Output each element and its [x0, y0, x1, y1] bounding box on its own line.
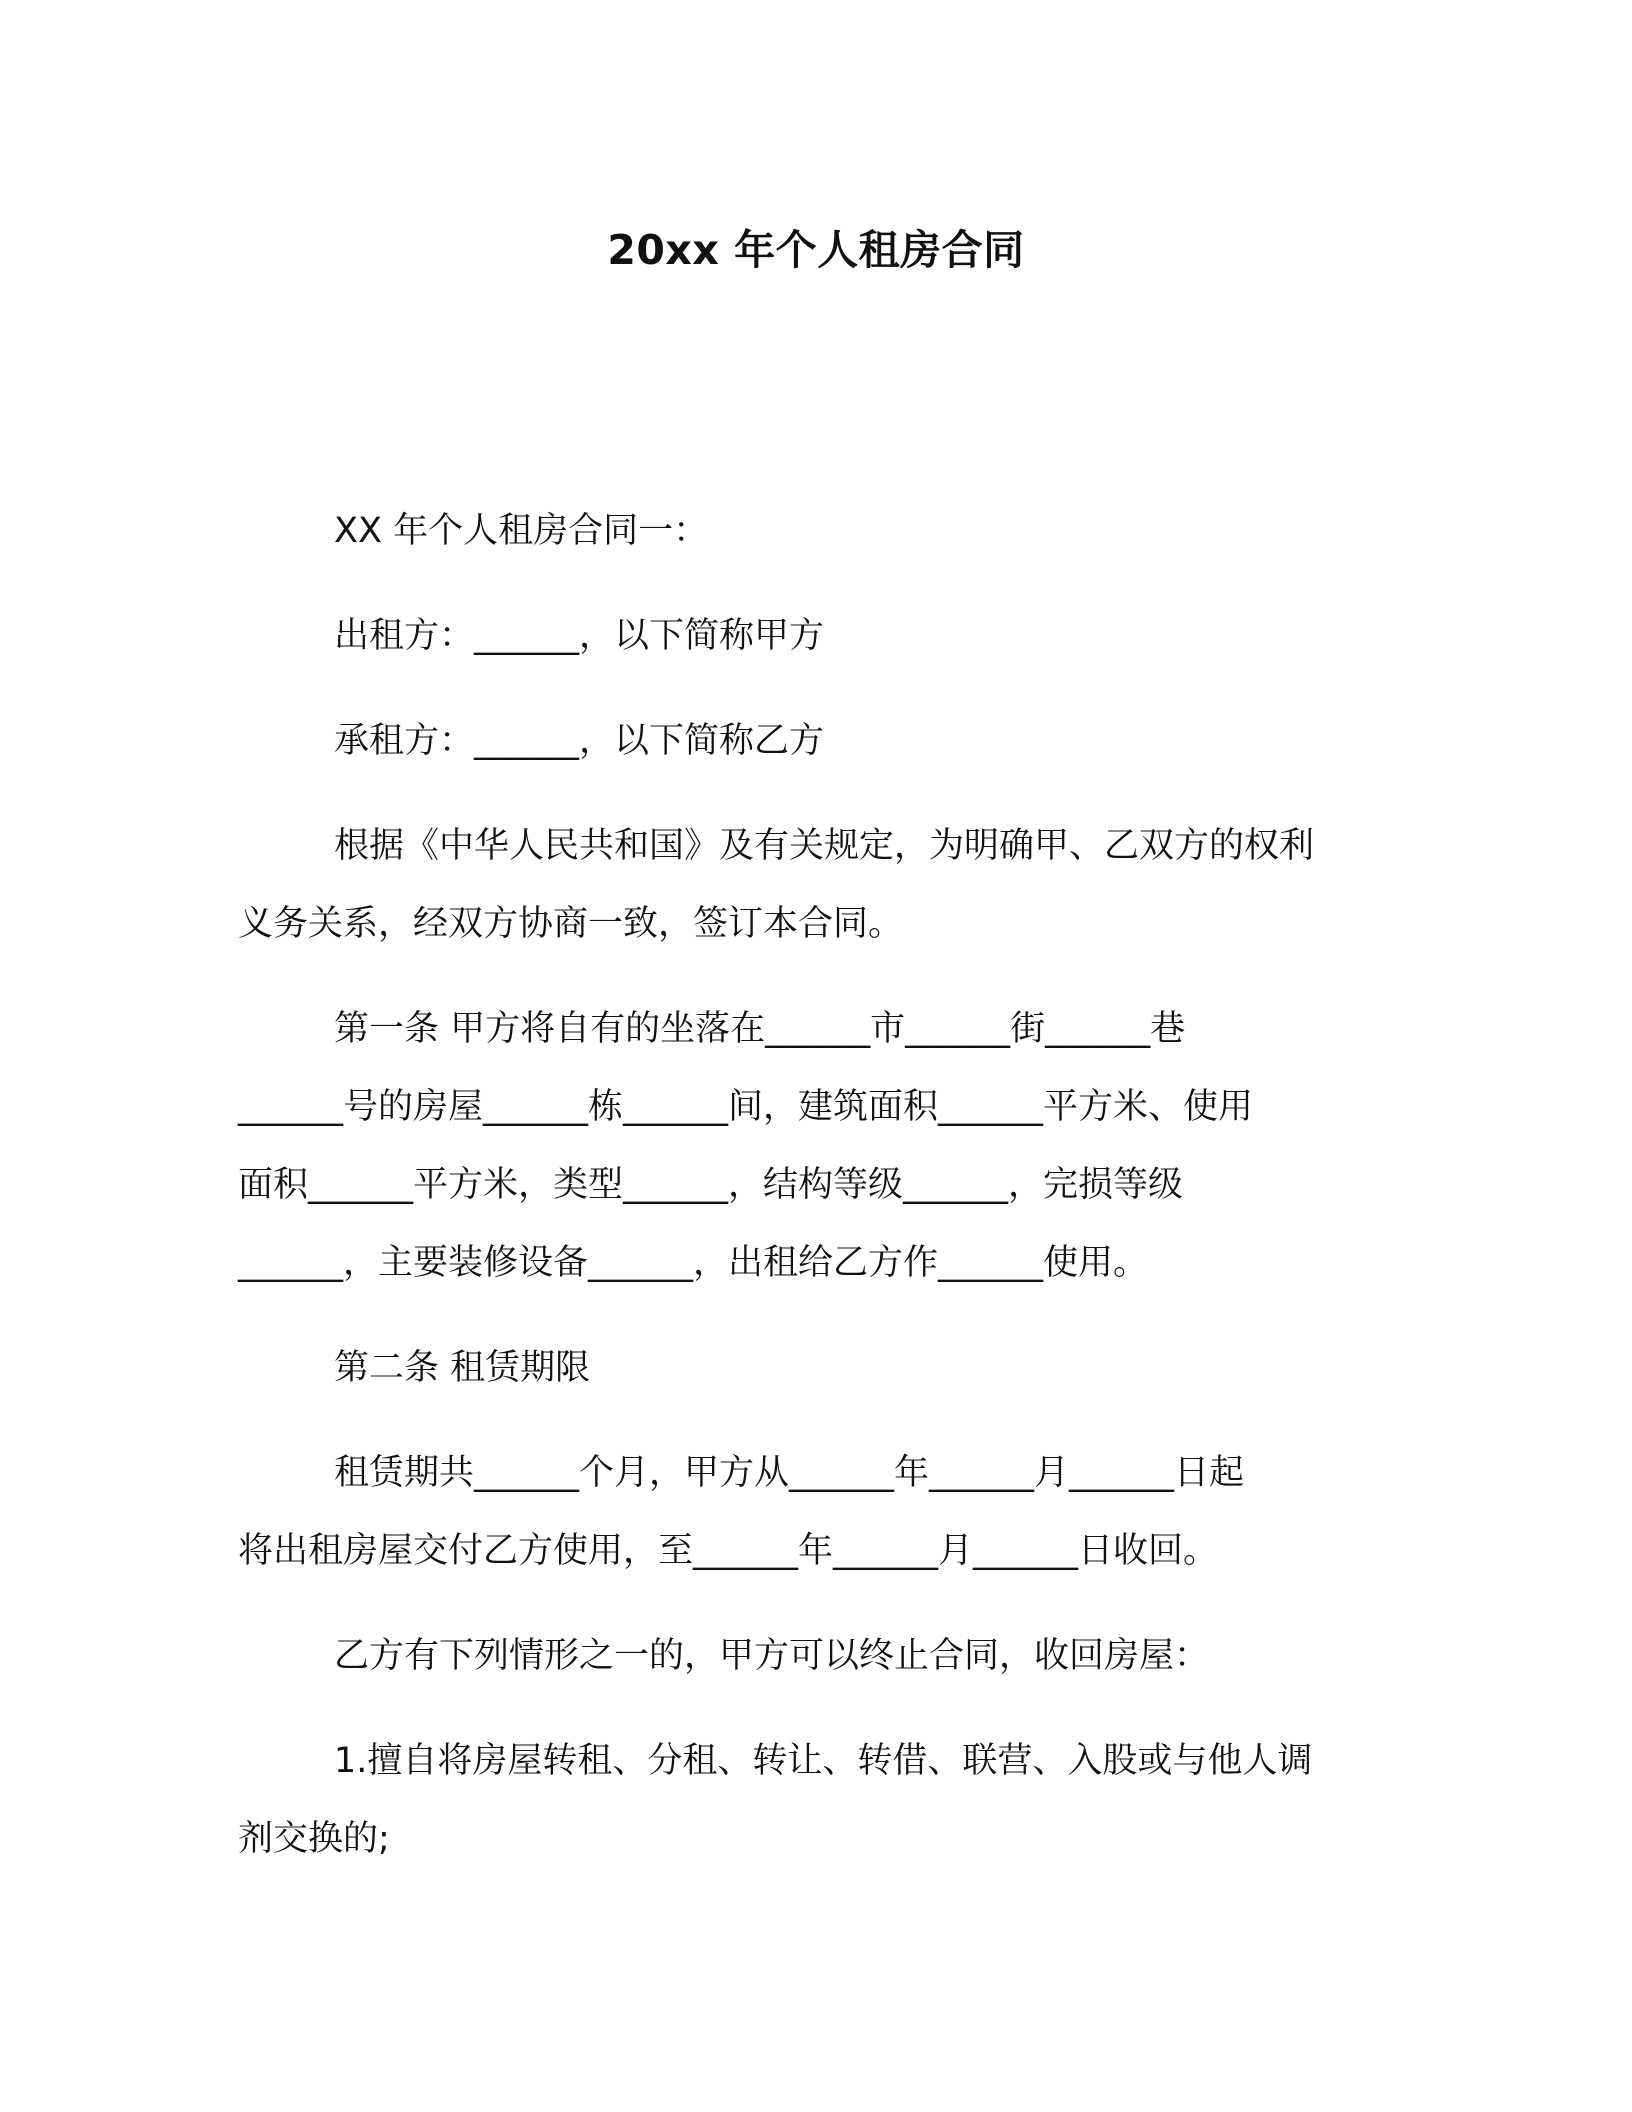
contract-heading-paragraph: [238, 492, 1378, 570]
article-one-line-2: ______号的房屋______栋______间，建筑面积______平方米、使用: [238, 1087, 1254, 1127]
termination-intro-paragraph: [238, 1617, 1378, 1695]
termination-item-one-line-1: 1.擅自将房屋转租、分租、转让、转借、联营、入股或与他人调: [334, 1741, 1313, 1781]
lease-term-line-1: 租赁期共______个月，甲方从______年______月______日起: [334, 1453, 1245, 1493]
lease-term-paragraph: [238, 1434, 1378, 1590]
article-one-paragraph: [238, 990, 1378, 1302]
article-one-line-3: 面积______平方米，类型______，结构等级______，完损等级: [238, 1165, 1184, 1205]
basis-line-1: 根据《中华人民共和国》及有关规定，为明确甲、乙双方的权利: [334, 826, 1315, 866]
article-one-line-4: ______，主要装修设备______，出租给乙方作______使用。: [238, 1243, 1149, 1283]
basis-line-2: 义务关系，经双方协商一致，签订本合同。: [238, 904, 904, 944]
lessee-paragraph: [238, 702, 1378, 780]
lessee-line: 承租方：______，以下简称乙方: [334, 721, 825, 761]
termination-item-one-paragraph: [238, 1722, 1378, 1878]
lease-term-line-2: 将出租房屋交付乙方使用，至______年______月______日收回。: [238, 1531, 1219, 1571]
lessor-line: 出租方：______，以下简称甲方: [334, 616, 825, 656]
article-two-heading-paragraph: [238, 1329, 1378, 1407]
article-one-line-1: 第一条 甲方将自有的坐落在______市______街______巷: [334, 1009, 1186, 1049]
document-title: 20xx 年个人租房合同: [607, 226, 1025, 274]
article-two-heading-line: 第二条 租赁期限: [334, 1348, 591, 1388]
basis-paragraph: [238, 807, 1378, 963]
document-body: [238, 492, 1378, 1905]
lessor-paragraph: [238, 597, 1378, 675]
contract-heading-line: XX 年个人租房合同一：: [334, 511, 709, 551]
termination-intro-line: 乙方有下列情形之一的，甲方可以终止合同，收回房屋：: [334, 1636, 1210, 1676]
termination-item-one-line-2: 剂交换的;: [238, 1819, 390, 1859]
